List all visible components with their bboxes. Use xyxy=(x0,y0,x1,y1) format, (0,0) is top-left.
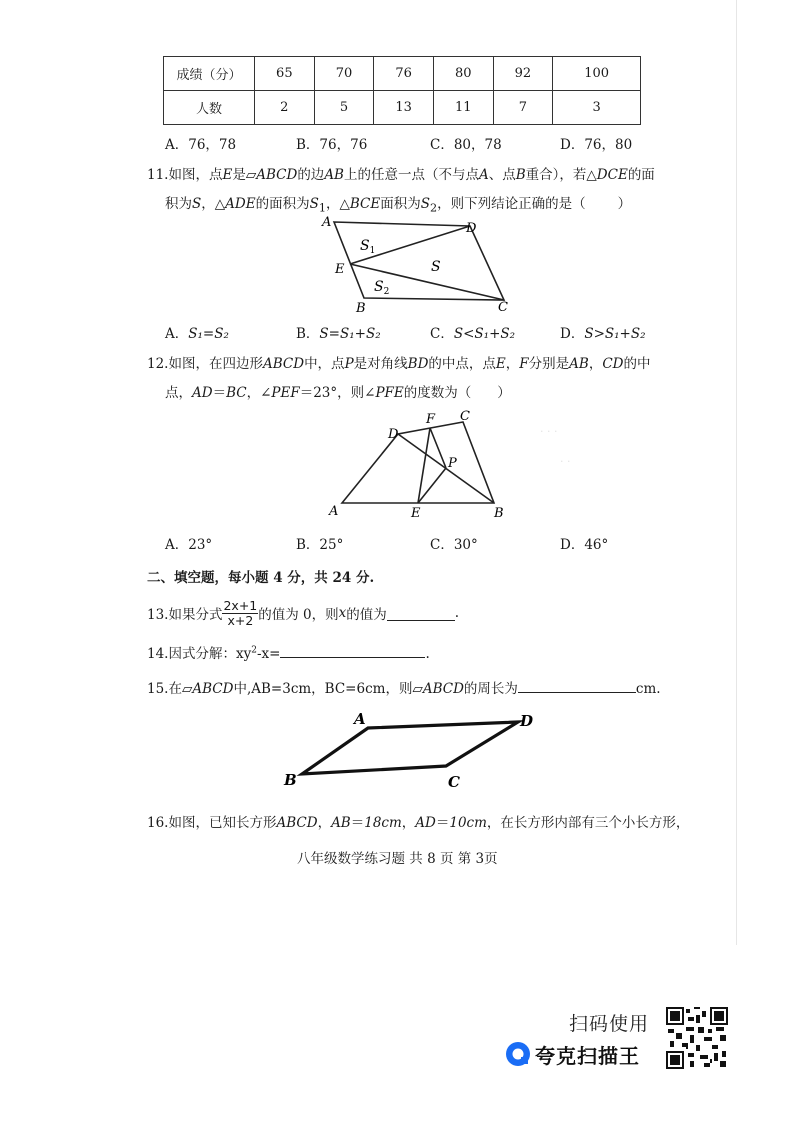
text: 15.在 xyxy=(147,681,182,697)
text: 的值为 xyxy=(346,607,387,623)
text: 的中点，点 xyxy=(428,356,496,372)
text: ） xyxy=(617,196,632,212)
math-var: AD xyxy=(192,385,213,401)
math-var: F xyxy=(519,356,529,372)
fraction-denominator: x+2 xyxy=(227,612,254,628)
text: ＝ xyxy=(212,385,227,401)
section-heading: 二、填空题，每小题 4 分，共 24 分. xyxy=(147,570,375,586)
math-var: ADE xyxy=(225,196,256,212)
q12-line-2 xyxy=(165,381,511,401)
fraction xyxy=(222,599,258,628)
label-b: B xyxy=(494,506,504,520)
brand-name: 夸克扫描王 xyxy=(535,1044,640,1068)
q12-option-a: A．23° xyxy=(165,537,213,553)
text: 是对角线 xyxy=(353,356,408,372)
text: -x= xyxy=(256,646,281,662)
math-var: x xyxy=(338,605,347,621)
text: 如图，在四边形 xyxy=(168,356,263,372)
math-var: BC xyxy=(226,385,247,401)
table-cell: 65 xyxy=(255,57,315,91)
q10-option-d: D．76，80 xyxy=(560,137,633,153)
q11-option-a xyxy=(165,322,229,342)
text: 重合），若△ xyxy=(525,167,597,183)
page-footer: 八年级数学练习题 共 8 页 第 3页 xyxy=(297,851,498,867)
text: ，△ xyxy=(201,196,226,212)
label-d: D xyxy=(388,427,399,442)
table-row xyxy=(164,57,641,91)
question-number: 11. xyxy=(147,167,169,183)
option-letter: A． xyxy=(165,326,189,342)
math-var: ABCD xyxy=(256,167,298,183)
label-c: C xyxy=(460,409,470,424)
label-e: E xyxy=(411,506,421,520)
table-row xyxy=(164,91,641,125)
parallelogram-symbol: ▱ xyxy=(412,681,423,697)
label-a: A xyxy=(354,710,366,728)
table-cell: 13 xyxy=(374,91,434,125)
text: ， xyxy=(317,815,332,831)
table-cell: 7 xyxy=(493,91,553,125)
label-a: A xyxy=(322,215,332,230)
math-var: A xyxy=(478,167,489,183)
math-var: DCE xyxy=(596,167,628,183)
math-var: AB xyxy=(569,356,589,372)
option-text: S<S₁+S₂ xyxy=(453,326,516,342)
table-cell: 5 xyxy=(314,91,374,125)
math-var: AB xyxy=(331,815,351,831)
table-header-cell: 人数 xyxy=(164,91,255,125)
table-cell: 11 xyxy=(433,91,493,125)
subscript: 2 xyxy=(430,201,438,215)
text: 、点 xyxy=(488,167,516,183)
text: ，△ xyxy=(326,196,350,212)
q11-line-1 xyxy=(147,163,655,183)
q12-line-1 xyxy=(147,352,650,372)
label-b: B xyxy=(356,301,366,316)
math-var: BD xyxy=(407,356,429,372)
text: 分别是 xyxy=(528,356,570,372)
math-var: E xyxy=(495,356,506,372)
qr-code-icon[interactable] xyxy=(666,1007,728,1069)
q11-option-b xyxy=(296,322,381,342)
math-var: ABCD xyxy=(192,681,234,697)
math-var: ABCD xyxy=(262,356,305,372)
text: cm. xyxy=(635,681,661,697)
parallelogram-symbol: ▱ xyxy=(245,167,257,183)
superscript: 2 xyxy=(251,645,257,656)
option-letter: C． xyxy=(430,326,454,342)
option-text: S=S₁+S₂ xyxy=(319,326,381,342)
answer-blank xyxy=(518,678,636,693)
q11-option-d xyxy=(560,322,646,342)
label-b: B xyxy=(284,771,297,789)
label-s1: $S_1$ xyxy=(360,238,376,256)
math-var: P xyxy=(344,356,354,372)
text: ，在长方形内部有三个小长方形， xyxy=(486,815,690,831)
option-letter: B． xyxy=(296,326,320,342)
parallelogram-symbol: ▱ xyxy=(181,681,193,697)
math-var: PEF xyxy=(271,385,300,401)
text: ＝ xyxy=(435,815,450,831)
label-f: F xyxy=(426,412,436,427)
q12-option-b: B．25° xyxy=(296,537,344,553)
math-var: CD xyxy=(602,356,624,372)
math-var: AD xyxy=(415,815,436,831)
table-cell: 2 xyxy=(255,91,315,125)
q10-option-a: A．76，78 xyxy=(165,137,237,153)
q11-parallelogram-figure xyxy=(320,212,520,316)
math-var: S xyxy=(420,196,430,212)
table-cell: 100 xyxy=(553,57,641,91)
q12-option-d: D．46° xyxy=(560,537,609,553)
text: 的面积为 xyxy=(255,196,310,212)
quadrilateral-abcd xyxy=(342,422,494,503)
label-p: P xyxy=(448,456,457,471)
segment-ef xyxy=(418,428,430,503)
text: 是 xyxy=(232,167,246,183)
table-cell: 80 xyxy=(433,57,493,91)
text: . xyxy=(454,605,460,621)
parallelogram-abcd xyxy=(302,722,518,774)
q12-quadrilateral-figure xyxy=(322,404,522,520)
answer-blank xyxy=(280,643,425,658)
math-var: S xyxy=(192,196,202,212)
text: 的中 xyxy=(623,356,651,372)
q12-option-c: C．30° xyxy=(430,537,478,553)
text: 的面 xyxy=(627,167,655,183)
option-letter: D． xyxy=(560,326,585,342)
math-var: ABCD xyxy=(422,681,464,697)
q10-option-b: B．76，76 xyxy=(296,137,368,153)
table-cell: 3 xyxy=(553,91,641,125)
text: 的周长为 xyxy=(463,681,518,697)
answer-blank xyxy=(387,606,455,621)
text: ， xyxy=(588,356,603,372)
q16-line xyxy=(147,811,689,831)
math-var: E xyxy=(222,167,233,183)
text: 上的任意一点（不与点 xyxy=(343,167,479,183)
math-var: PFE xyxy=(375,385,404,401)
math-var: AB xyxy=(324,167,344,183)
option-text: S₁=S₂ xyxy=(188,326,229,342)
text: ， xyxy=(505,356,520,372)
text: 中,AB=3cm，BC=6cm，则 xyxy=(233,681,413,697)
text: ＝23°，则∠ xyxy=(299,385,376,401)
text: 的边 xyxy=(297,167,325,183)
bleed-through: · · xyxy=(560,455,571,468)
math-var: B xyxy=(515,167,526,183)
label-a: A xyxy=(329,504,339,519)
q10-option-c: C．80，78 xyxy=(430,137,502,153)
score-table xyxy=(163,56,641,125)
text: 点， xyxy=(165,385,192,401)
label-s2: $S_2$ xyxy=(374,279,390,297)
label-e: E xyxy=(335,262,345,277)
label-c: C xyxy=(498,300,508,315)
text: ，∠ xyxy=(246,385,272,401)
scan-to-use-label: 扫码使用 xyxy=(569,1013,650,1035)
math-value: 10cm xyxy=(449,815,487,831)
math-var: BCE xyxy=(349,196,381,212)
math-var: ABCD xyxy=(276,815,318,831)
q15-line xyxy=(147,677,661,697)
page-edge xyxy=(736,0,737,945)
label-c: C xyxy=(448,773,460,791)
text: 的度数为（ xyxy=(403,385,472,401)
text: 的值为 0，则 xyxy=(258,607,339,623)
text: 面积为 xyxy=(380,196,421,212)
q11-option-c xyxy=(430,322,515,342)
text: . xyxy=(425,646,430,662)
text: 13.如果分式 xyxy=(147,607,223,623)
text: ，则下列结论正确的是（ xyxy=(437,196,586,212)
text: 积为 xyxy=(165,196,192,212)
table-cell: 76 xyxy=(374,57,434,91)
q14-line xyxy=(147,642,430,662)
question-number: 12. xyxy=(147,356,169,372)
q13-line xyxy=(147,596,459,630)
label-d: D xyxy=(520,712,534,730)
math-value: 18cm xyxy=(364,815,402,831)
table-header-cell: 成绩（分） xyxy=(164,57,255,91)
text: ） xyxy=(497,385,511,401)
text: 如图，点 xyxy=(168,167,223,183)
math-var: S xyxy=(309,196,319,212)
subscript: 1 xyxy=(318,201,326,215)
option-text: S>S₁+S₂ xyxy=(584,326,646,342)
fraction-numerator: 2x+1 xyxy=(223,597,258,613)
q15-parallelogram-figure xyxy=(278,708,540,792)
text: ＝ xyxy=(350,815,365,831)
text: 16.如图，已知长方形 xyxy=(147,815,277,831)
bleed-through: · · · xyxy=(540,425,558,438)
label-d: D xyxy=(466,221,477,236)
text: 14.因式分解：xy xyxy=(147,646,252,662)
table-cell: 92 xyxy=(493,57,553,91)
label-s: S xyxy=(431,259,441,275)
text: 中，点 xyxy=(304,356,345,372)
text: ， xyxy=(401,815,416,831)
quark-logo-icon xyxy=(505,1041,531,1067)
table-cell: 70 xyxy=(314,57,374,91)
